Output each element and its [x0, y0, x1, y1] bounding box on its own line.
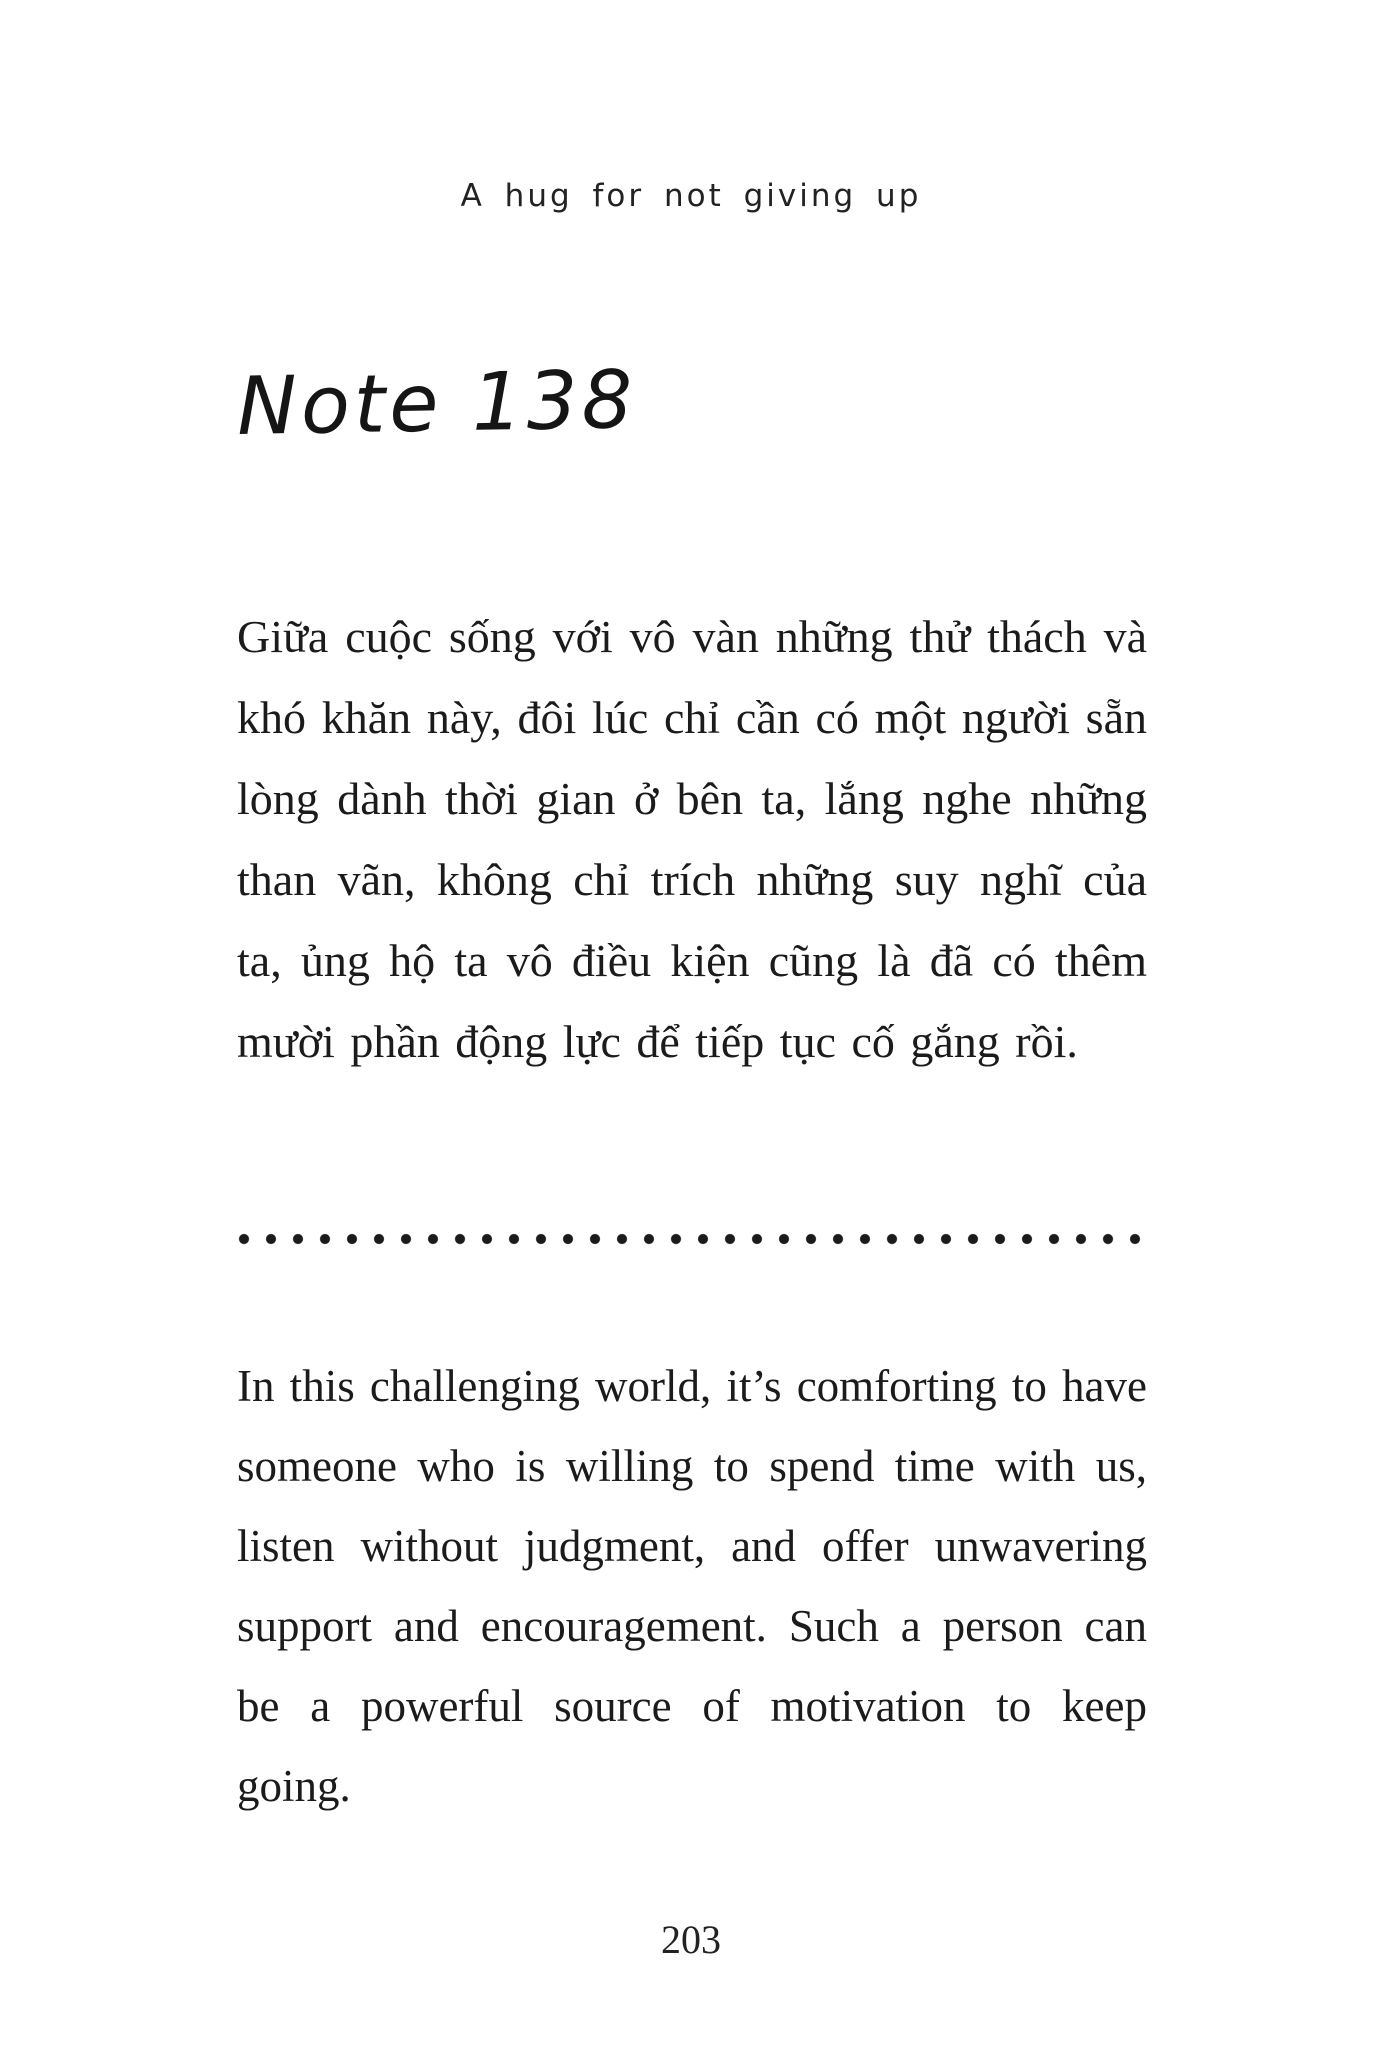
- page-number: 203: [661, 1917, 721, 1962]
- running-header: A hug for not giving up: [460, 178, 922, 214]
- note-title: Note 138: [236, 353, 638, 453]
- english-paragraph: In this challenging world, it’s comforting to have someone who is willing to spend time with us, listen without judgment, and offer unwavering support and encouragement. Such a person can be a powerful source of motivation to keep going.: [237, 1361, 1147, 1811]
- dotted-divider: [237, 1232, 1149, 1246]
- vietnamese-paragraph: Giữa cuộc sống với vô vàn những thử thách và khó khăn này, đôi lúc chỉ cần có một người sẵn lòng dành thời gian ở bên ta, lắng nghe những than vãn, không chỉ trích những suy nghĩ của ta, ủng hộ ta vô điều kiện cũng là đã có thêm mười phần động lực để tiếp tục cố gắng rồi.: [237, 611, 1147, 1067]
